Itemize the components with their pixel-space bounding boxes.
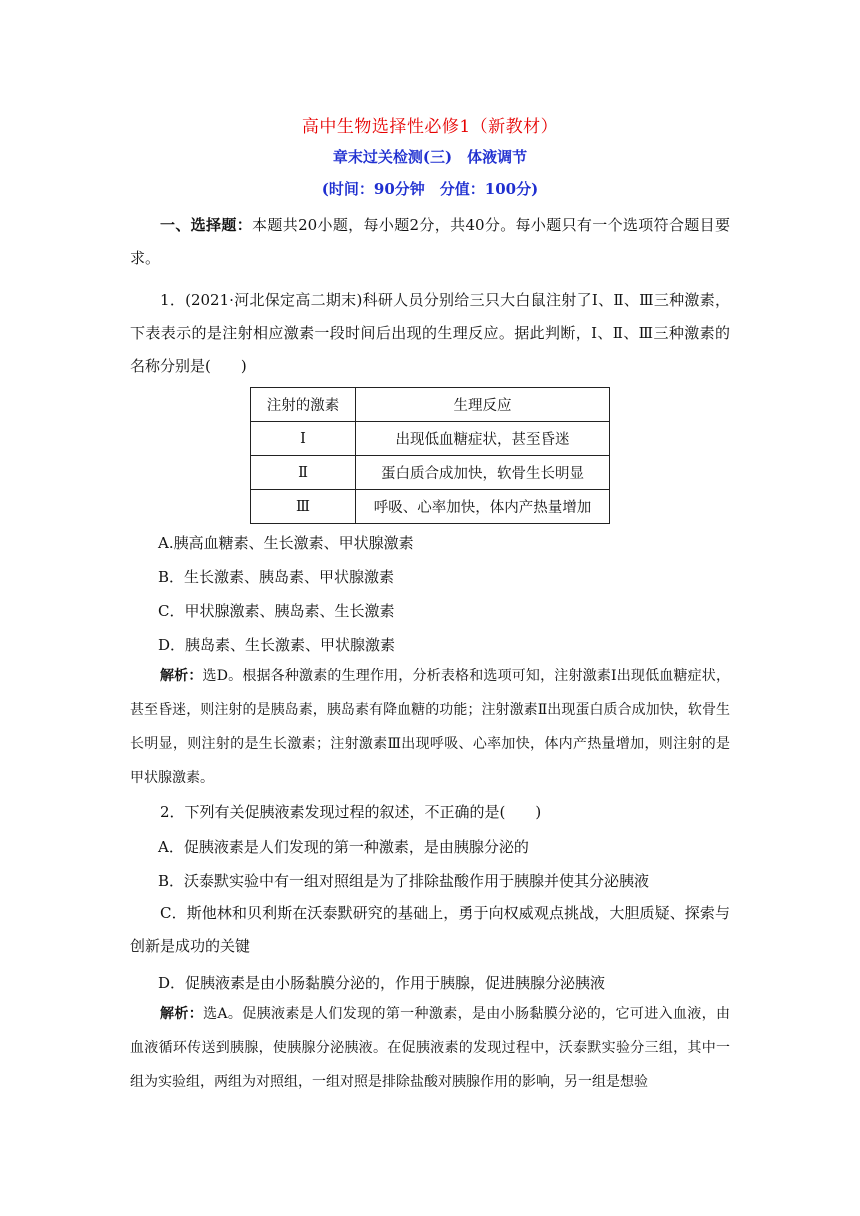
question-2-analysis [130, 997, 730, 1099]
section-heading: 一、选择题： [160, 216, 253, 234]
question-1-option-a: A.胰高血糖素、生长激素、甲状腺激素 [158, 534, 414, 552]
question-1-option-b: B．生长激素、胰岛素、甲状腺激素 [158, 568, 395, 586]
table-header-row [251, 388, 610, 422]
question-1-option-d: D．胰岛素、生长激素、甲状腺激素 [158, 636, 396, 654]
question-1-option-c: C．甲状腺激素、胰岛素、生长激素 [158, 602, 395, 620]
exam-meta: (时间：90分钟 分值：100分) [321, 180, 539, 198]
chapter-subtitle: 章末过关检测(三) 体液调节 [332, 148, 528, 166]
analysis-label: 解析： [160, 1006, 204, 1022]
table-cell: 蛋白质合成加快，软骨生长明显 [356, 456, 610, 490]
analysis-text: 选A。促胰液素是人们发现的第一种激素，是由小肠黏膜分泌的，它可进入血液，由血液循环传送到胰腺，使胰腺分泌胰液。在促胰液素的发现过程中，沃泰默实验分三组，其中一组为实验组，两组为对照组，一组对照是排除盐酸对胰腺作用的影响，另一组是想验 [130, 1006, 731, 1090]
table-cell: 出现低血糖症状，甚至昏迷 [356, 422, 610, 456]
question-1-stem: 1．(2021·河北保定高二期末)科研人员分别给三只大白鼠注射了Ⅰ、Ⅱ、Ⅲ三种激素，下表表示的是注射相应激素一段时间后出现的生理反应。据此判断，Ⅰ、Ⅱ、Ⅲ三种激素的名称分别是( ) [130, 291, 730, 375]
analysis-label: 解析： [160, 668, 203, 684]
table-cell: 呼吸、心率加快，体内产热量增加 [356, 490, 610, 524]
question-2-option-a: A．促胰液素是人们发现的第一种激素，是由胰腺分泌的 [158, 838, 529, 856]
document-title: 高中生物选择性必修1（新教材） [301, 117, 559, 137]
table-row [251, 490, 610, 524]
table-cell: Ⅰ [251, 422, 356, 456]
section-text: 本题共20小题，每小题2分，共40分。每小题只有一个选项符合题目要求。 [130, 216, 730, 267]
table-cell: Ⅱ [251, 456, 356, 490]
table-header-cell: 注射的激素 [251, 388, 356, 422]
table-row [251, 456, 610, 490]
table-row [251, 422, 610, 456]
table-cell: Ⅲ [251, 490, 356, 524]
question-2-stem: 2．下列有关促胰液素发现过程的叙述，不正确的是( ) [160, 803, 542, 821]
question-1-analysis [130, 659, 730, 795]
hormone-table [250, 387, 610, 524]
question-2-option-c: C．斯他林和贝利斯在沃泰默研究的基础上，勇于向权威观点挑战，大胆质疑、探索与创新是成功的关键 [130, 904, 730, 955]
section-intro [130, 209, 730, 275]
question-2-option-d: D．促胰液素是由小肠黏膜分泌的，作用于胰腺，促进胰腺分泌胰液 [158, 974, 606, 992]
table-header-cell: 生理反应 [356, 388, 610, 422]
question-2-option-b: B．沃泰默实验中有一组对照组是为了排除盐酸作用于胰腺并使其分泌胰液 [158, 872, 650, 890]
analysis-text: 选D。根据各种激素的生理作用，分析表格和选项可知，注射激素Ⅰ出现低血糖症状，甚至昏迷，则注射的是胰岛素，胰岛素有降血糖的功能；注射激素Ⅱ出现蛋白质合成加快，软骨生长明显，则注射的是生长激素；注射激素Ⅲ出现呼吸、心率加快，体内产热量增加，则注射的是甲状腺激素。 [130, 668, 730, 786]
